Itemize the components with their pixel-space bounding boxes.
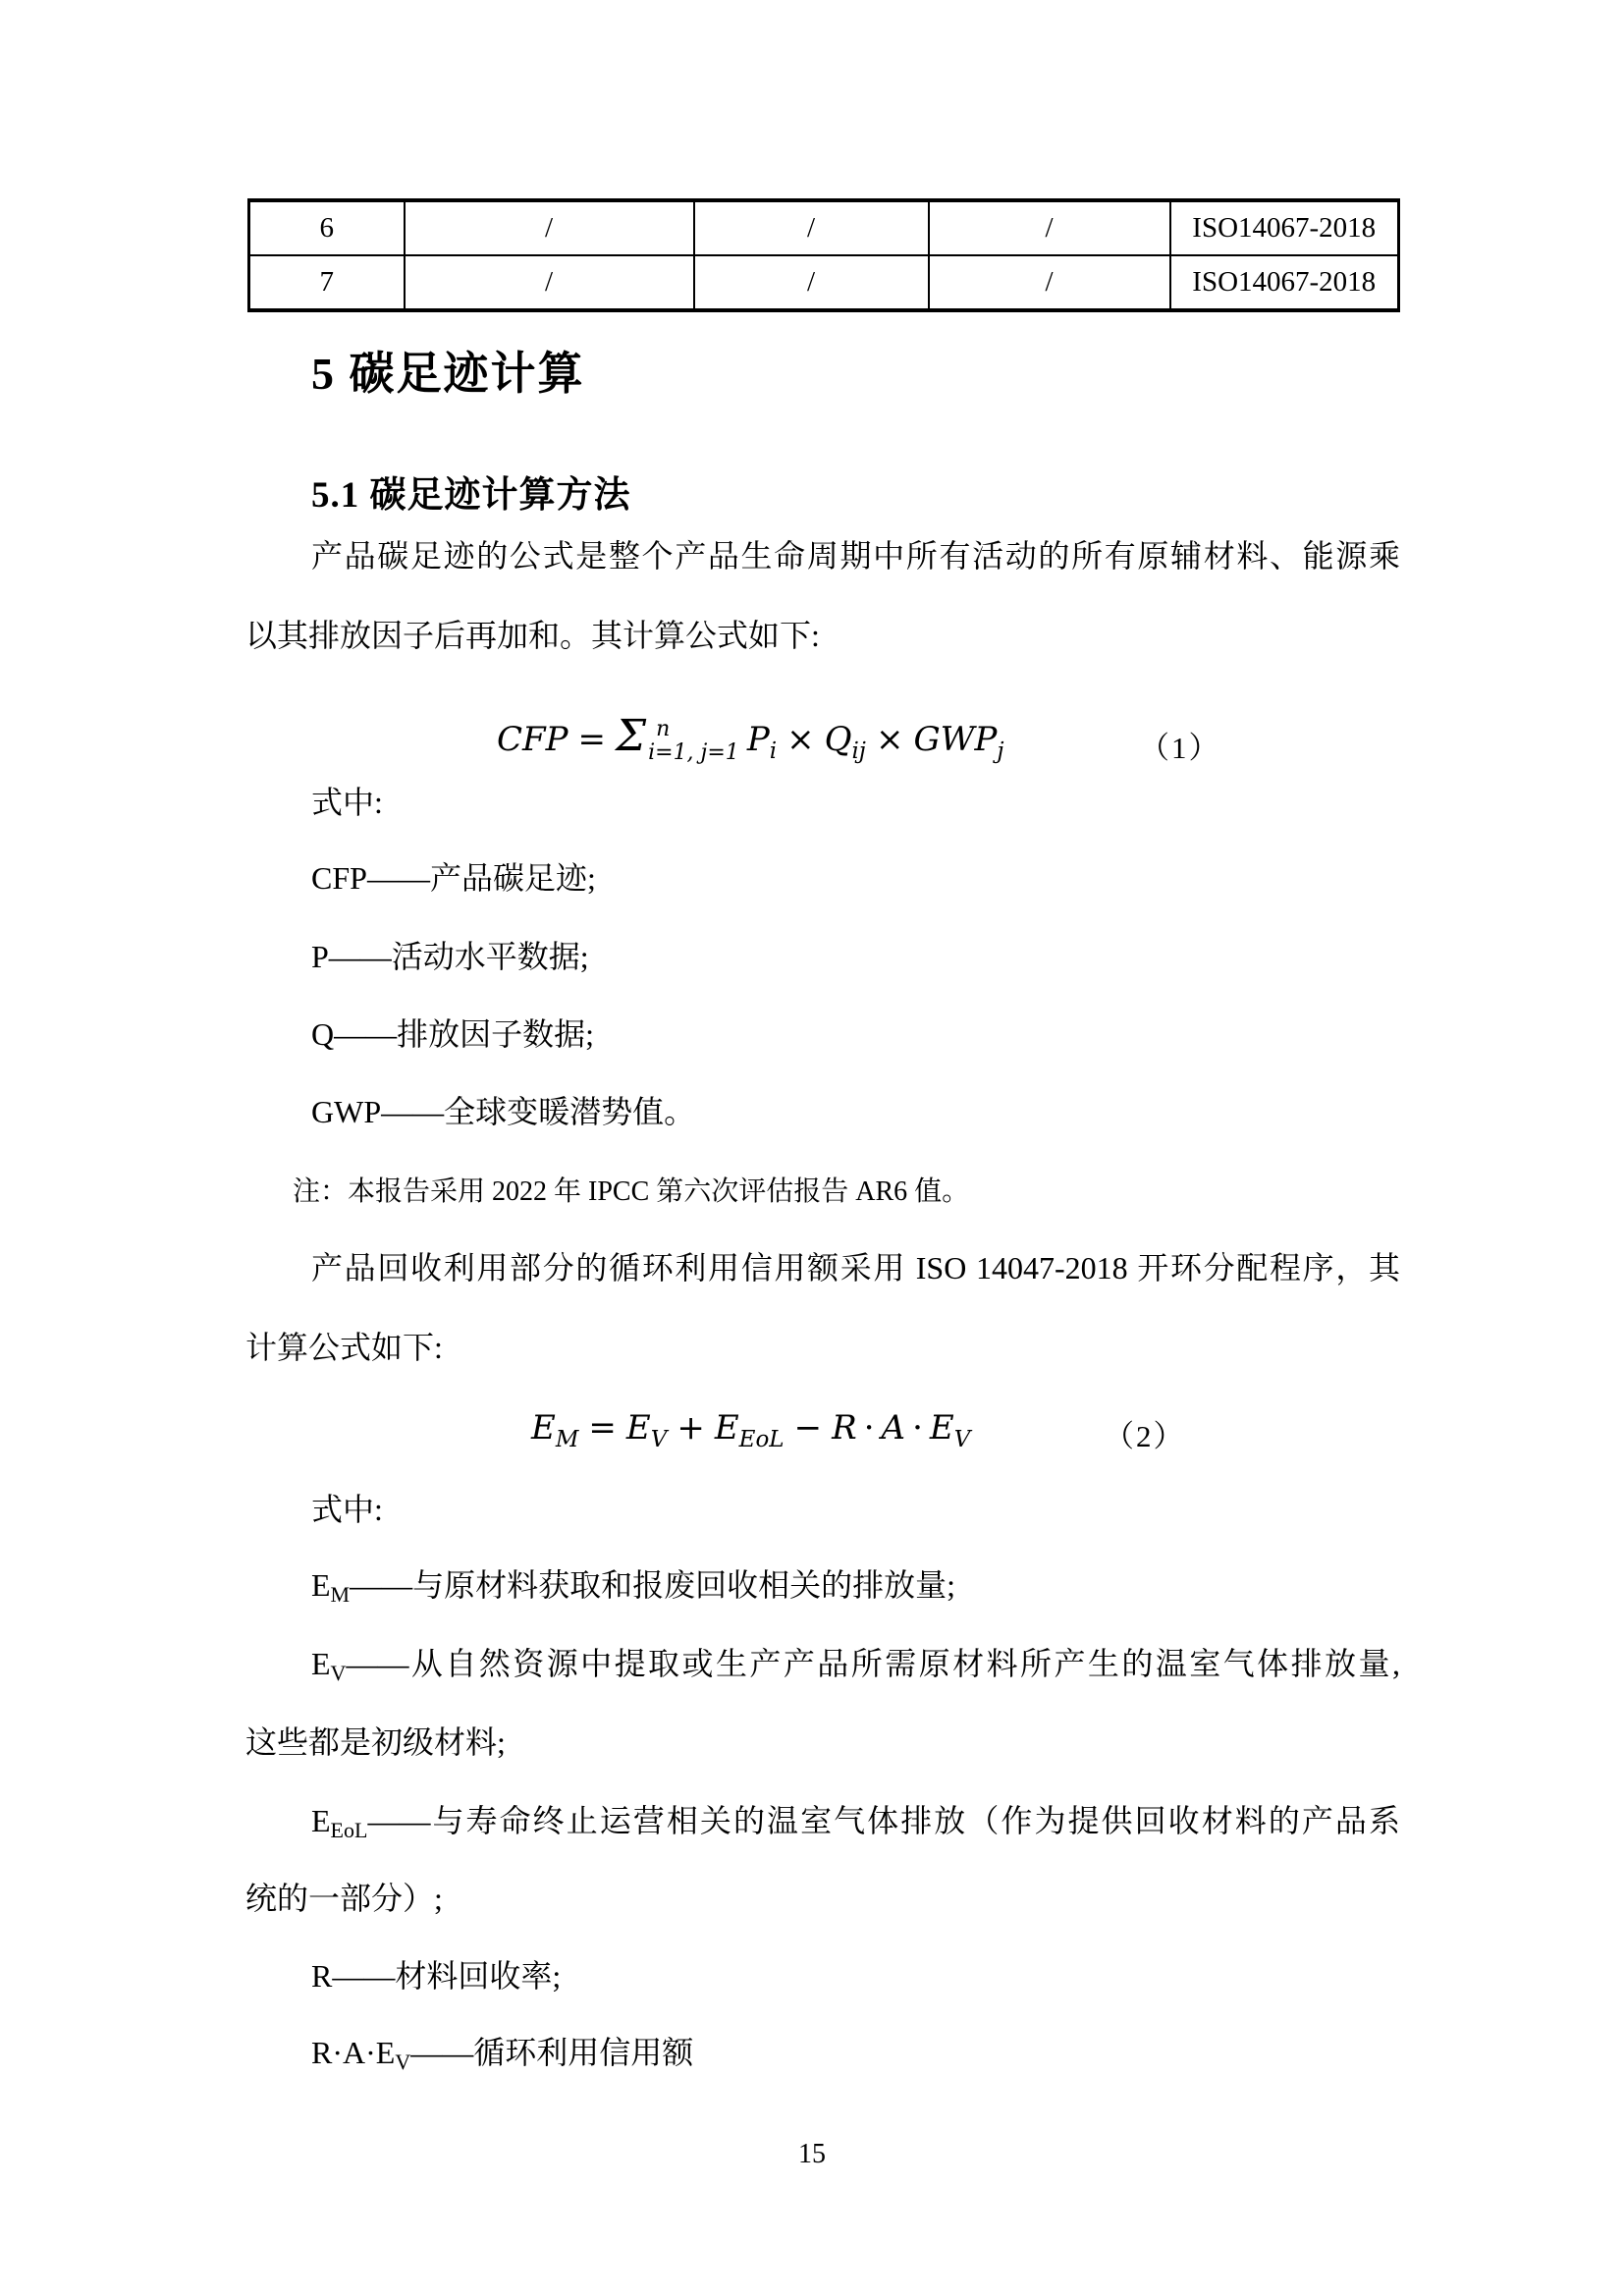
symbol-base: R·A·E: [311, 2035, 396, 2070]
definition-line-q: Q——排放因子数据;: [311, 1016, 595, 1052]
table-cell: /: [694, 255, 929, 310]
formula-term: E: [929, 1408, 954, 1448]
definition-line-em: [311, 1565, 955, 1609]
definition-intro: 式中:: [311, 785, 383, 820]
formula-term: Q: [824, 720, 852, 759]
formula-subscript: V: [650, 1426, 668, 1452]
sigma-limits: [648, 718, 739, 765]
symbol-subscript: V: [330, 1661, 347, 1685]
formula-2-number: （2）: [1104, 1419, 1186, 1453]
table-cell: ISO14067-2018: [1170, 200, 1399, 255]
plus-sign: +: [677, 1408, 705, 1448]
table-cell: /: [405, 200, 694, 255]
dot-operator: ·: [912, 1408, 923, 1448]
definition-text: ——循环利用信用额: [410, 2035, 694, 2070]
definition-text: ——从自然资源中提取或生产产品所需原材料所产生的温室气体排放量,: [346, 1646, 1400, 1681]
formula-term: E: [531, 1408, 556, 1448]
definition-line-r: R——材料回收率;: [311, 1958, 562, 1994]
symbol-base: E: [311, 1646, 331, 1681]
table-cell: 7: [249, 255, 405, 310]
formula-term: R: [832, 1408, 857, 1448]
formula-term: GWP: [913, 720, 998, 759]
table-row: [249, 200, 1399, 255]
sigma-symbol: Σ: [615, 711, 647, 761]
definition-text: ——与原材料获取和报废回收相关的排放量;: [350, 1567, 956, 1603]
times-sign: ×: [786, 720, 815, 759]
definition-line-eeol: [311, 1801, 1400, 1844]
equals-sign: =: [588, 1408, 617, 1448]
minus-sign: −: [793, 1408, 823, 1448]
paragraph-line: 以其排放因子后再加和。其计算公式如下:: [245, 618, 820, 653]
formula-subscript: V: [953, 1426, 971, 1452]
formula-1-number: （1）: [1139, 731, 1221, 765]
table-cell: ISO14067-2018: [1170, 255, 1399, 310]
formula-subscript: M: [555, 1426, 579, 1452]
formula-term: E: [625, 1408, 651, 1448]
definition-continuation: 统的一部分）;: [245, 1881, 443, 1916]
note-line: 注：本报告采用 2022 年 IPCC 第六次评估报告 AR6 值。: [293, 1176, 970, 1207]
sigma-lower-limit: i=1, j=1: [648, 740, 739, 765]
reference-table: [247, 198, 1400, 312]
symbol-subscript: EoL: [330, 1818, 368, 1842]
symbol-subscript: M: [330, 1582, 351, 1607]
definition-line-p: P——活动水平数据;: [311, 939, 589, 974]
symbol-subscript: V: [395, 2050, 411, 2074]
paragraph-line: 计算公式如下:: [245, 1330, 443, 1365]
table-cell: /: [694, 200, 929, 255]
definition-line-gwp: GWP——全球变暖潜势值。: [311, 1094, 696, 1129]
symbol-base: E: [311, 1567, 331, 1603]
symbol-base: E: [311, 1803, 331, 1838]
formula-2: [531, 1408, 970, 1452]
page-number: 15: [798, 2139, 826, 2169]
formula-subscript: j: [997, 738, 1004, 764]
formula-term: P: [746, 720, 770, 759]
formula-1: [497, 711, 1004, 765]
definition-line-ev: [311, 1644, 1400, 1687]
formula-term: CFP: [497, 720, 568, 759]
subsection-heading-5-1: 5.1 碳足迹计算方法: [311, 475, 631, 516]
table-cell: /: [929, 200, 1170, 255]
table-cell: 6: [249, 200, 405, 255]
definition-line-cfp: CFP——产品碳足迹;: [311, 860, 596, 896]
times-sign: ×: [875, 720, 904, 759]
definition-intro: 式中:: [311, 1492, 383, 1527]
table-row: [249, 255, 1399, 310]
definition-continuation: 这些都是初级材料;: [245, 1724, 506, 1760]
definition-line-raev: [311, 2033, 693, 2076]
section-heading-5: 5 碳足迹计算: [311, 349, 585, 399]
equals-sign: =: [577, 720, 606, 759]
formula-term: A: [881, 1408, 906, 1448]
paragraph-line: 产品碳足迹的公式是整个产品生命周期中所有活动的所有原辅材料、能源乘: [311, 538, 1400, 574]
table-cell: /: [929, 255, 1170, 310]
table-cell: /: [405, 255, 694, 310]
sigma-upper-limit: n: [656, 716, 671, 741]
formula-subscript: ij: [851, 738, 866, 764]
dot-operator: ·: [863, 1408, 875, 1448]
definition-text: ——与寿命终止运营相关的温室气体排放（作为提供回收材料的产品系: [367, 1803, 1400, 1838]
paragraph-line: 产品回收利用部分的循环利用信用额采用 ISO 14047-2018 开环分配程序，其: [311, 1250, 1400, 1285]
formula-term: E: [714, 1408, 739, 1448]
formula-subscript: EoL: [738, 1426, 785, 1452]
formula-subscript: i: [769, 738, 778, 764]
